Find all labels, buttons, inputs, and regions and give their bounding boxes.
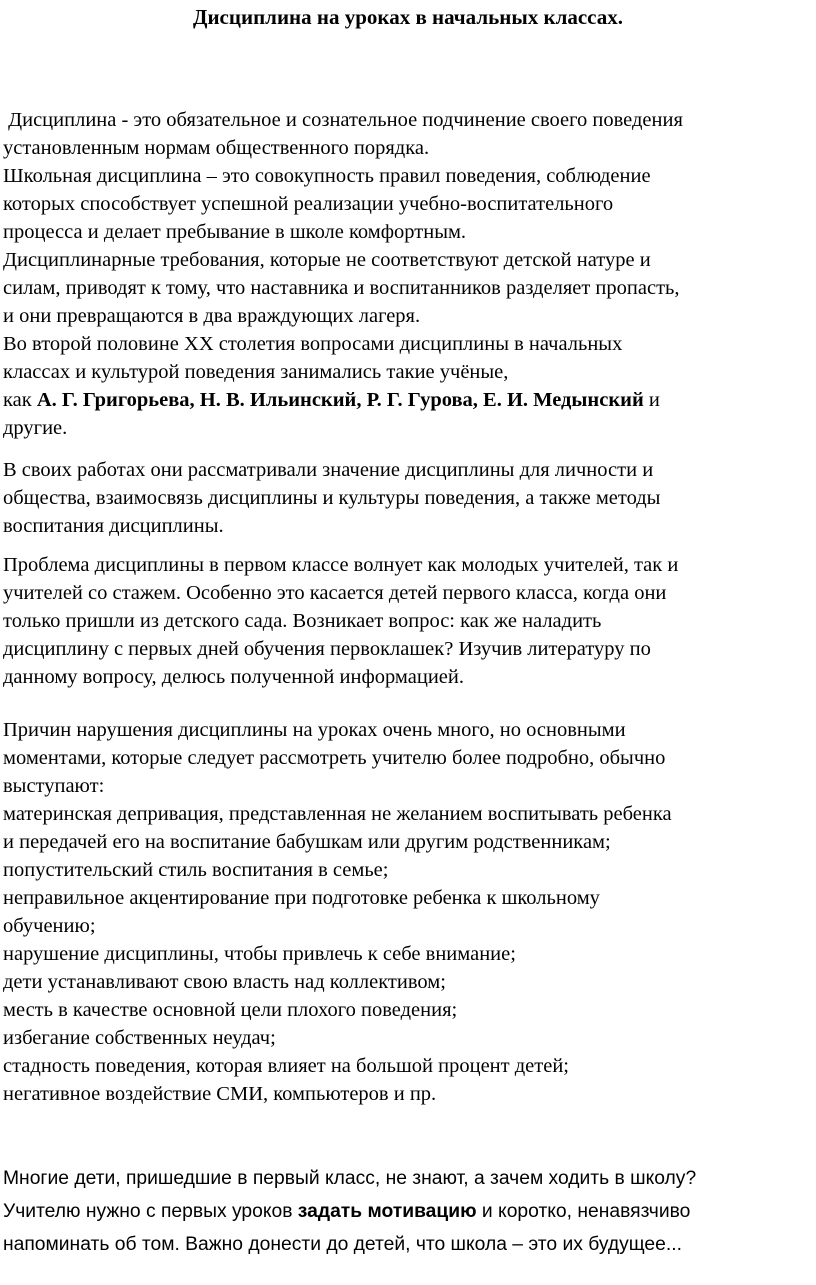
text-line: процесса и делает пребывание в школе комфортным. <box>3 221 467 243</box>
paragraph-definition <box>3 106 816 442</box>
text-line: обучению; <box>3 915 96 937</box>
text-line: негативное воздействие СМИ, компьютеров и пр. <box>3 1083 437 1105</box>
text-line: Причин нарушения дисциплины на уроках очень много, но основными <box>3 719 626 741</box>
text-line: и они превращаются в два враждующих лагеря. <box>3 305 421 327</box>
text-line: напоминать об том. Важно донести до детей, что школа – это их будущее... <box>3 1234 682 1255</box>
text-line: силам, приводят к тому, что наставника и воспитанников разделяет пропасть, <box>3 277 680 299</box>
text-line-scientists <box>3 386 816 414</box>
text-line: и передачей его на воспитание бабушкам или другим родственникам; <box>3 831 611 853</box>
motivation-emphasis: задать мотивацию <box>297 1201 477 1222</box>
text-line: Во второй половине XX столетия вопросами дисциплины в начальных <box>3 333 623 355</box>
paragraph-motivation <box>3 1162 816 1261</box>
paragraph-problem <box>3 551 816 691</box>
page-title: Дисциплина на уроках в начальных классах. <box>193 5 623 29</box>
text-line: нарушение дисциплины, чтобы привлечь к себе внимание; <box>3 943 516 965</box>
text-line: дети устанавливают свою власть над коллективом; <box>3 971 446 993</box>
text-line: Школьная дисциплина – это совокупность правил поведения, соблюдение <box>3 165 651 187</box>
text-line: попустительский стиль воспитания в семье; <box>3 859 389 881</box>
scientists-names: А. Г. Григорьева, Н. В. Ильинский, Р. Г. Гурова, Е. И. Медынский <box>36 389 644 411</box>
text-line: другие. <box>3 417 68 439</box>
text-line: месть в качестве основной цели плохого поведения; <box>3 999 458 1021</box>
text-line: дисциплину с первых дней обучения первоклашек? Изучив литературу по <box>3 638 651 660</box>
text-line: Проблема дисциплины в первом классе волнует как молодых учителей, так и <box>3 554 679 576</box>
motivation-suffix: и коротко, ненавязчиво <box>476 1201 691 1222</box>
text-line: общества, взаимосвязь дисциплины и культуры поведения, а также методы <box>3 487 661 509</box>
text-line: В своих работах они рассматривали значение дисциплины для личности и <box>3 459 654 481</box>
text-line: только пришли из детского сада. Возникает вопрос: как же наладить <box>3 610 602 632</box>
scientists-prefix: как <box>3 389 37 411</box>
text-line: выступают: <box>3 775 105 797</box>
text-line: Дисциплина - это обязательное и сознательное подчинение своего поведения <box>3 109 683 131</box>
text-line: Многие дети, пришедшие в первый класс, не знают, а зачем ходить в школу? <box>3 1168 697 1189</box>
text-line: которых способствует успешной реализации учебно-воспитательного <box>3 193 614 215</box>
scientists-suffix: и <box>643 389 660 411</box>
text-line: воспитания дисциплины. <box>3 515 224 537</box>
text-line: избегание собственных неудач; <box>3 1027 276 1049</box>
text-line: Дисциплинарные требования, которые не соответствуют детской натуре и <box>3 249 651 271</box>
text-line: неправильное акцентирование при подготовке ребенка к школьному <box>3 887 600 909</box>
text-line: установленным нормам общественного порядка. <box>3 137 430 159</box>
text-line: стадность поведения, которая влияет на большой процент детей; <box>3 1055 569 1077</box>
text-line: данному вопросу, делюсь полученной информацией. <box>3 666 464 688</box>
text-line-motivation <box>3 1195 816 1228</box>
text-line: моментами, которые следует рассмотреть учителю более подробно, обычно <box>3 747 666 769</box>
text-line: классах и культурой поведения занимались такие учёные, <box>3 361 509 383</box>
motivation-prefix: Учителю нужно с первых уроков <box>3 1201 298 1222</box>
text-line: учителей со стажем. Особенно это касается детей первого класса, когда они <box>3 582 667 604</box>
text-line: материнская депривация, представленная не желанием воспитывать ребенка <box>3 803 672 825</box>
paragraph-works <box>3 456 816 540</box>
paragraph-causes <box>3 716 816 1108</box>
